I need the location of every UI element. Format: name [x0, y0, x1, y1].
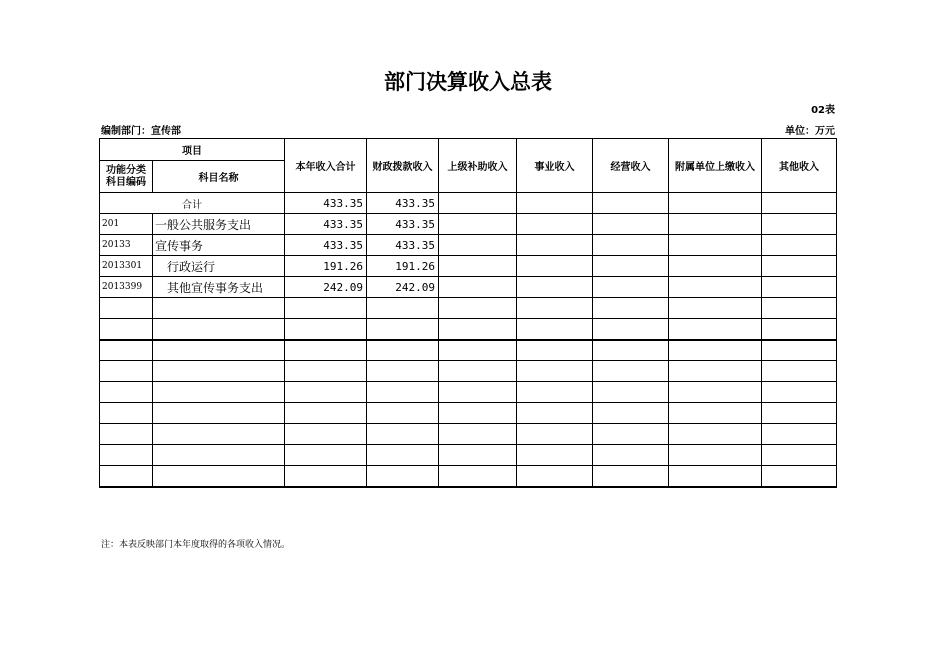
table-row: [100, 277, 837, 298]
header-fiscal-income: 财政拨款收入: [367, 139, 439, 193]
subject-name: 一般公共服务支出: [153, 214, 285, 235]
subject-code: 2013301: [100, 256, 153, 277]
header-superior-subsidy: 上级补助收入: [439, 139, 517, 193]
table-row: [100, 235, 837, 256]
header-func-class-code: [100, 161, 153, 193]
table-row-empty: [100, 466, 837, 487]
income-summary-table: [99, 138, 837, 488]
form-number: 02表: [811, 105, 835, 116]
header-func-class-l1: 功能分类: [106, 164, 146, 176]
subject-code: 201: [100, 214, 153, 235]
header-item: 项目: [100, 139, 285, 161]
subject-name: 行政运行: [153, 256, 285, 277]
row-fiscal-value: 191.26: [367, 256, 439, 277]
row-total-value: 191.26: [285, 256, 367, 277]
department-label: 编制部门：宣传部: [101, 126, 181, 137]
table-row-total: [100, 193, 837, 214]
total-label: 合计: [100, 193, 285, 214]
table-row-empty: [100, 424, 837, 445]
header-business-income: 事业收入: [517, 139, 593, 193]
header-func-class-l2: 科目编码: [106, 176, 146, 188]
row-total-value: 433.35: [285, 235, 367, 256]
table-row-empty: [100, 298, 837, 319]
table-row-empty: [100, 403, 837, 424]
subject-code: 20133: [100, 235, 153, 256]
table-row-empty: [100, 361, 837, 382]
header-total-income: 本年收入合计: [285, 139, 367, 193]
subject-code: 2013399: [100, 277, 153, 298]
row-total-value: 242.09: [285, 277, 367, 298]
subject-name: 宣传事务: [153, 235, 285, 256]
row-total-value: 433.35: [285, 214, 367, 235]
total-fiscal-value: 433.35: [367, 193, 439, 214]
header-operating-income: 经营收入: [593, 139, 669, 193]
header-subject-name: 科目名称: [153, 161, 285, 193]
table-row-empty: [100, 340, 837, 361]
table-row-empty: [100, 319, 837, 340]
header-affiliate-income: 附属单位上缴收入: [669, 139, 762, 193]
header-other-income: 其他收入: [762, 139, 837, 193]
row-fiscal-value: 433.35: [367, 214, 439, 235]
unit-label: 单位：万元: [785, 126, 835, 137]
total-income-value: 433.35: [285, 193, 367, 214]
table-note: 注：本表反映部门本年度取得的各项收入情况。: [101, 540, 291, 550]
row-fiscal-value: 242.09: [367, 277, 439, 298]
table-row: [100, 214, 837, 235]
report-title: 部门决算收入总表: [384, 70, 552, 94]
table-row-empty: [100, 382, 837, 403]
row-fiscal-value: 433.35: [367, 235, 439, 256]
table-row-empty: [100, 445, 837, 466]
subject-name: 其他宣传事务支出: [153, 277, 285, 298]
table-row: [100, 256, 837, 277]
